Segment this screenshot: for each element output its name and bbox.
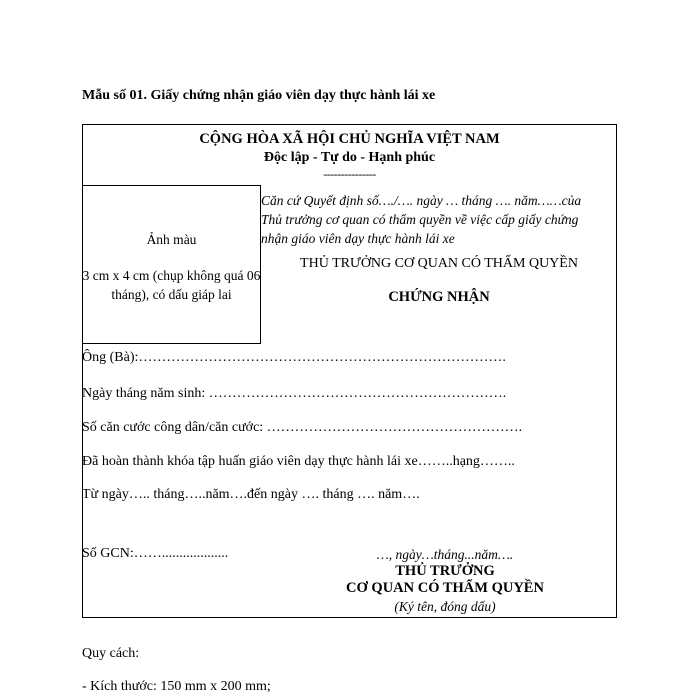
- name-field: Ông (Bà):…………………………………………………………………….: [82, 350, 506, 365]
- signature-title-line-1: THỦ TRƯỞNG: [395, 563, 495, 579]
- specification-size: - Kích thước: 150 mm x 200 mm;: [82, 679, 271, 694]
- signature-note: (Ký tên, đóng dấu): [394, 599, 496, 614]
- authority-heading: THỦ TRƯỞNG CƠ QUAN CÓ THẨM QUYỀN: [300, 256, 578, 271]
- signature-title-line-2: CƠ QUAN CÓ THẨM QUYỀN: [346, 580, 544, 596]
- national-motto: Độc lập - Tự do - Hạnh phúc: [263, 150, 436, 165]
- document-title: Mẫu số 01. Giấy chứng nhận giáo viên dạy thực hành lái xe: [82, 88, 436, 103]
- certificate-number-field: Số GCN:……...................: [82, 546, 229, 561]
- certify-heading: CHỨNG NHẬN: [388, 289, 490, 305]
- photo-placeholder: [82, 185, 261, 344]
- id-number-field: Số căn cước công dân/căn cước: ……………………………………………….: [82, 420, 523, 435]
- signature-date: …, ngày…tháng...năm….: [376, 547, 514, 562]
- photo-description: 3 cm x 4 cm (chụp không quá 06 tháng), có dấu giáp lai: [82, 268, 261, 302]
- basis-line-3: nhận giáo viên dạy thực hành lái xe: [261, 231, 455, 246]
- course-field: Đã hoàn thành khóa tập huấn giáo viên dạy thực hành lái xe……..hạng……..: [82, 454, 515, 469]
- specification-heading: Quy cách:: [82, 646, 140, 661]
- dob-field: Ngày tháng năm sinh: ……………………………………………………….: [82, 386, 507, 401]
- header-divider: ---------------: [323, 167, 376, 181]
- photo-title: Ảnh màu: [146, 232, 197, 247]
- national-title: CỘNG HÒA XÃ HỘI CHỦ NGHĨA VIỆT NAM: [199, 131, 500, 147]
- period-field: Từ ngày….. tháng…..năm….đến ngày …. tháng …. năm….: [82, 487, 420, 502]
- basis-line-1: Căn cứ Quyết định số…./…. ngày … tháng …. năm……của: [261, 193, 582, 208]
- basis-line-2: Thủ trưởng cơ quan có thẩm quyền về việc cấp giấy chứng: [261, 212, 579, 227]
